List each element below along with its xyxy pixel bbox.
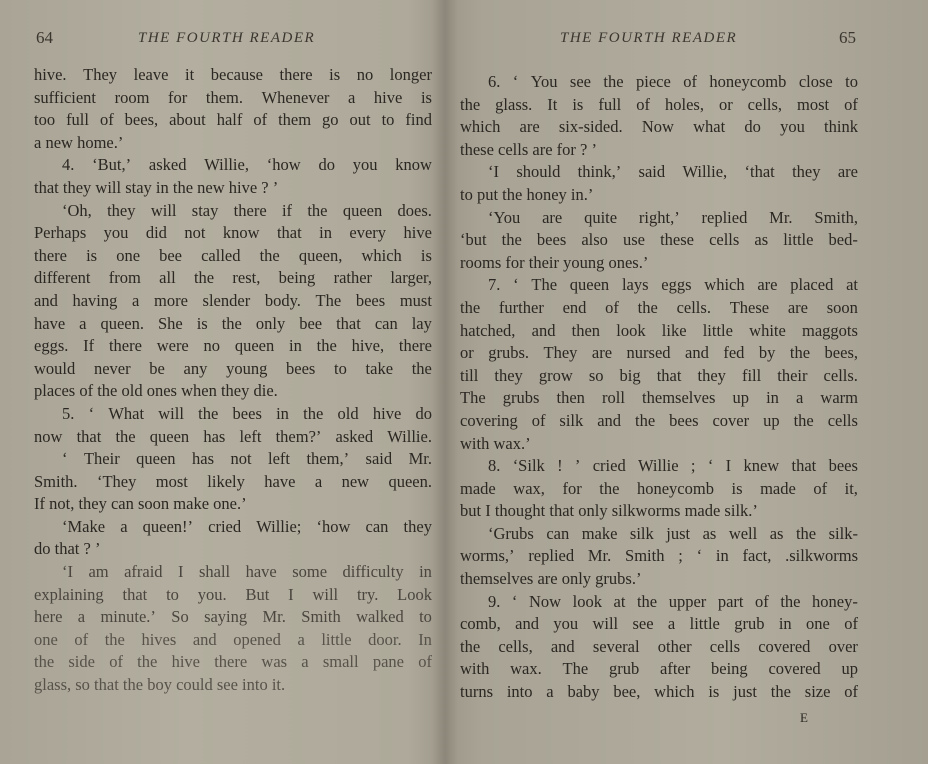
text-line: would never be any young bees to take the (34, 358, 432, 378)
text-line: Smith. ‘They most likely have a new queen. (34, 471, 432, 491)
text-line: do that ? ’ (34, 539, 101, 559)
text-line: with wax. The grub after being covered up (460, 659, 858, 679)
text-line: different from all the rest, being rather larger, (34, 268, 432, 288)
text-line: 5. ‘ What will the bees in the old hive do (62, 403, 432, 423)
text-block (460, 71, 858, 704)
text-line: 7. ‘ The queen lays eggs which are placed at (488, 275, 858, 295)
text-line: Perhaps you did not know that in every hive (34, 223, 432, 243)
text-line: a new home.’ (34, 132, 124, 152)
text-line: till they grow so big that they fill their cells. (460, 365, 858, 385)
text-line: which are six-sided. Now what do you think (460, 117, 858, 137)
text-line: 6. ‘ You see the piece of honeycomb close to (488, 72, 858, 91)
text-line: sufficient room for them. Whenever a hive is (34, 87, 432, 107)
running-head: THE FOURTH READER (138, 30, 316, 46)
text-line: eggs. If there were no queen in the hive, there (34, 336, 432, 356)
page-number: 65 (839, 28, 856, 47)
text-line: with wax.’ (460, 433, 531, 453)
text-line: here a minute.’ So saying Mr. Smith walked to (34, 607, 432, 627)
right-page (456, 0, 856, 764)
text-line: themselves are only grubs.’ (460, 569, 642, 589)
text-line: ‘Oh, they will stay there if the queen does. (62, 200, 432, 220)
text-line: 9. ‘ Now look at the upper part of the honey- (488, 591, 858, 611)
text-line: turns into a baby bee, which is just the size of (460, 682, 858, 702)
text-line: that they will stay in the new hive ? ’ (34, 177, 279, 197)
text-block (34, 64, 432, 697)
left-page (30, 0, 436, 764)
text-line: the cells, and several other cells covered over (460, 636, 858, 656)
text-line: one of the hives and opened a little door. In (34, 629, 432, 649)
text-line: The grubs then roll themselves up in a warm (460, 388, 858, 408)
text-line: hive. They leave it because there is no longer (34, 65, 432, 84)
text-line: but I thought that only silkworms made silk.’ (460, 501, 758, 521)
text-line: covering of silk and the bees cover up the cells (460, 410, 858, 430)
text-line: If not, they can soon make one.’ (34, 494, 247, 514)
text-line: ‘I am afraid I shall have some difficulty in (62, 562, 432, 582)
running-head: THE FOURTH READER (560, 30, 738, 46)
text-line: or grubs. They are nursed and fed by the bees, (460, 343, 858, 363)
text-line: made wax, for the honeycomb is made of it, (460, 478, 858, 498)
text-line: ‘ Their queen has not left them,’ said Mr. (62, 449, 432, 469)
text-line: ‘I should think,’ said Willie, ‘that they are (488, 162, 858, 182)
signature-mark: E (800, 710, 808, 725)
text-line: rooms for their young ones.’ (460, 252, 649, 272)
page-number: 64 (36, 28, 53, 47)
text-line: worms,’ replied Mr. Smith ; ‘ in fact, .silkworms (460, 546, 858, 566)
text-line: places of the old ones when they die. (34, 381, 278, 401)
text-line: too full of bees, about half of them go out to find (34, 110, 432, 130)
text-line: there is one bee called the queen, which is (34, 245, 432, 265)
text-line: the side of the hive there was a small pane of (34, 652, 432, 672)
text-line: 4. ‘But,’ asked Willie, ‘how do you know (62, 155, 432, 175)
text-line: have a queen. She is the only bee that can lay (34, 313, 432, 333)
text-line: comb, and you will see a little grub in one of (460, 614, 858, 634)
text-line: and having a more slender body. The bees must (34, 290, 432, 310)
text-line: the glass. It is full of holes, or cells, most of (460, 94, 858, 114)
text-line: glass, so that the boy could see into it. (34, 675, 286, 695)
text-line: 8. ‘Silk ! ’ cried Willie ; ‘ I knew that bees (488, 456, 858, 476)
text-line: ‘Grubs can make silk just as well as the silk- (488, 523, 858, 543)
text-line: explaining that to you. But I will try. Look (34, 584, 432, 604)
text-line: ‘Make a queen!’ cried Willie; ‘how can they (62, 516, 432, 536)
text-line: ‘but the bees also use these cells as little bed- (460, 230, 858, 250)
text-line: the further end of the cells. These are soon (460, 297, 858, 317)
text-line: hatched, and then look like little white maggots (460, 320, 858, 340)
text-line: to put the honey in.’ (460, 184, 594, 204)
text-line: ‘You are quite right,’ replied Mr. Smith, (488, 207, 858, 227)
text-line: now that the queen has left them?’ asked Willie. (34, 426, 432, 446)
text-line: these cells are for ? ’ (460, 139, 597, 159)
